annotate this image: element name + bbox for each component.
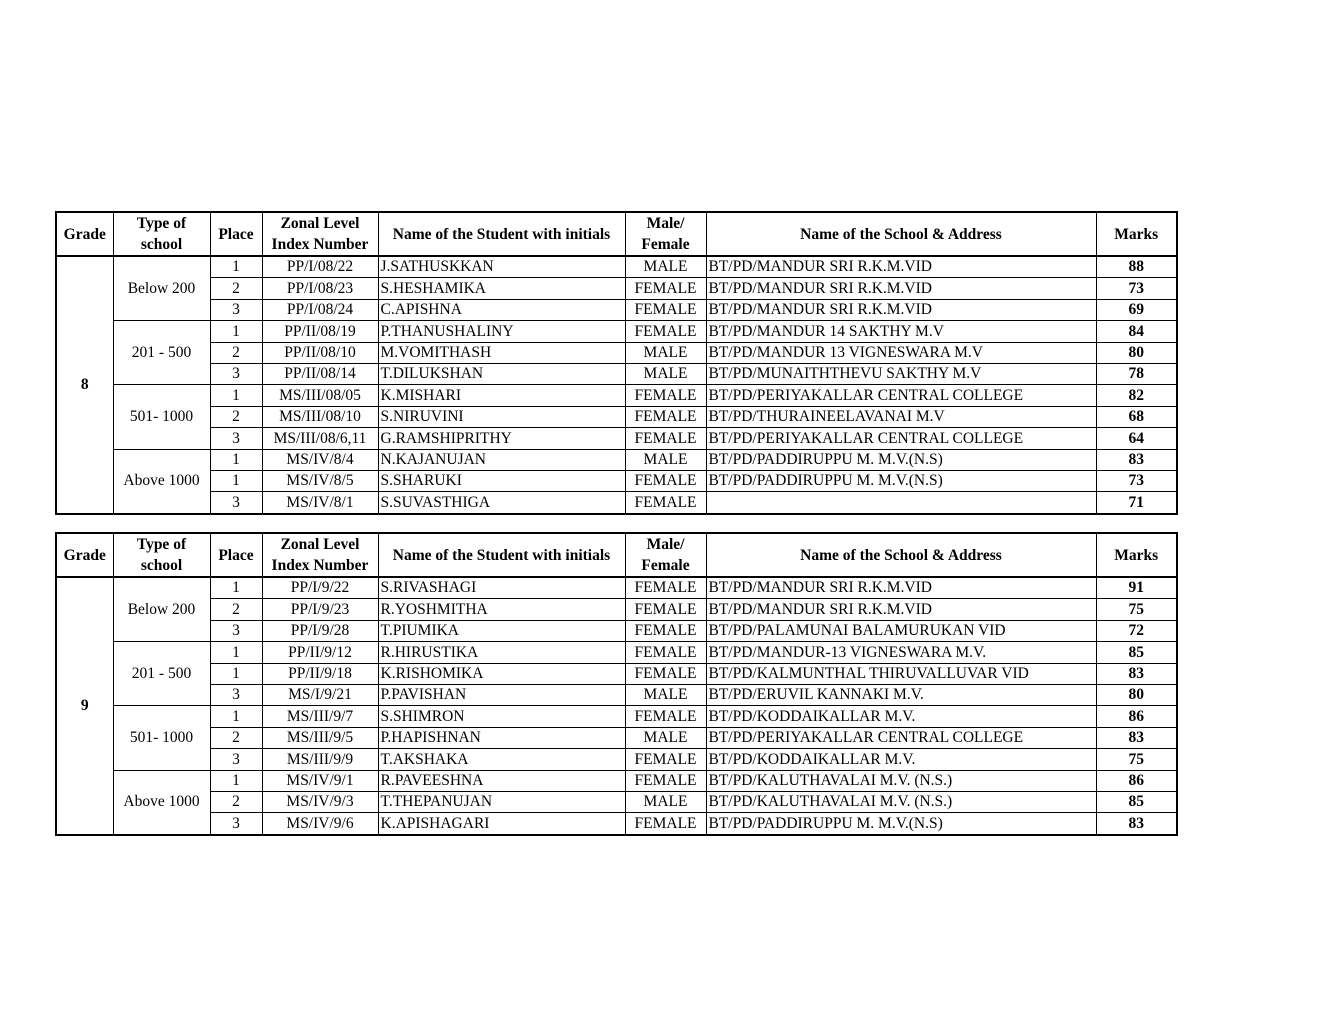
student-name-cell: P.PAVISHAN	[378, 684, 625, 705]
gender-cell: FEMALE	[625, 321, 706, 342]
school-type-cell: 501- 1000	[113, 385, 210, 449]
school-type-cell: Above 1000	[113, 449, 210, 514]
student-name-cell: R.HIRUSTIKA	[378, 642, 625, 663]
place-cell: 1	[210, 449, 262, 470]
index-number-cell: PP/I/9/23	[262, 599, 378, 620]
marks-cell: 84	[1096, 321, 1177, 342]
marks-cell: 83	[1096, 727, 1177, 748]
school-cell: BT/PD/THURAINEELAVANAI M.V	[706, 406, 1096, 427]
table-row	[56, 577, 1177, 599]
student-name-cell: K.MISHARI	[378, 385, 625, 406]
gender-cell: FEMALE	[625, 577, 706, 599]
school-cell: BT/PD/MANDUR SRI R.K.M.VID	[706, 256, 1096, 278]
gender-cell: FEMALE	[625, 663, 706, 684]
school-cell: BT/PD/KODDAIKALLAR M.V.	[706, 706, 1096, 727]
school-type-cell: 201 - 500	[113, 642, 210, 706]
place-cell: 1	[210, 642, 262, 663]
school-type-cell: 201 - 500	[113, 321, 210, 385]
school-cell: BT/PD/PADDIRUPPU M. M.V.(N.S)	[706, 813, 1096, 835]
student-name-cell: R.PAVEESHNA	[378, 770, 625, 791]
table-row	[56, 727, 1177, 748]
gender-cell: MALE	[625, 363, 706, 384]
grade-cell: 9	[56, 577, 113, 835]
place-cell: 1	[210, 706, 262, 727]
table-row	[56, 642, 1177, 663]
index-number-cell: PP/I/08/23	[262, 278, 378, 299]
marks-cell: 88	[1096, 256, 1177, 278]
student-name-header: Name of the Student with initials	[378, 212, 625, 256]
school-cell: BT/PD/PERIYAKALLAR CENTRAL COLLEGE	[706, 385, 1096, 406]
index-number-cell: MS/IV/8/1	[262, 492, 378, 514]
table-row	[56, 321, 1177, 342]
index-number-cell: PP/I/08/24	[262, 299, 378, 320]
gender-cell: FEMALE	[625, 385, 706, 406]
index-number-cell: MS/IV/9/1	[262, 770, 378, 791]
grade-header: Grade	[56, 533, 113, 577]
place-cell: 3	[210, 299, 262, 320]
header-row	[56, 212, 1177, 256]
student-name-cell: R.YOSHMITHA	[378, 599, 625, 620]
school-cell: BT/PD/PADDIRUPPU M. M.V.(N.S)	[706, 470, 1096, 491]
index-number-cell: PP/II/9/12	[262, 642, 378, 663]
school-cell	[706, 492, 1096, 514]
index-number-cell: MS/III/08/05	[262, 385, 378, 406]
school-type-cell: 501- 1000	[113, 706, 210, 770]
gender-cell: FEMALE	[625, 706, 706, 727]
index-number-cell: PP/II/08/19	[262, 321, 378, 342]
gender-cell: MALE	[625, 256, 706, 278]
marks-cell: 72	[1096, 620, 1177, 641]
school-type-cell: Below 200	[113, 256, 210, 321]
grade-header: Grade	[56, 212, 113, 256]
student-name-cell: T.THEPANUJAN	[378, 791, 625, 812]
school-header: Name of the School & Address	[706, 533, 1096, 577]
student-name-cell: S.SHIMRON	[378, 706, 625, 727]
marks-cell: 73	[1096, 470, 1177, 491]
index-number-cell: MS/III/9/7	[262, 706, 378, 727]
table-row	[56, 256, 1177, 278]
school-type-cell: Above 1000	[113, 770, 210, 835]
student-name-cell: C.APISHNA	[378, 299, 625, 320]
school-cell: BT/PD/ERUVIL KANNAKI M.V.	[706, 684, 1096, 705]
place-cell: 2	[210, 342, 262, 363]
place-cell: 2	[210, 278, 262, 299]
student-name-cell: T.DILUKSHAN	[378, 363, 625, 384]
student-name-cell: S.SUVASTHIGA	[378, 492, 625, 514]
school-cell: BT/PD/MANDUR 14 SAKTHY M.V	[706, 321, 1096, 342]
gender-header: Male/ Female	[625, 212, 706, 256]
table-row	[56, 492, 1177, 514]
school-cell: BT/PD/PALAMUNAI BALAMURUKAN VID	[706, 620, 1096, 641]
marks-cell: 71	[1096, 492, 1177, 514]
place-cell: 3	[210, 749, 262, 770]
index-number-header: Zonal Level Index Number	[262, 533, 378, 577]
table-row	[56, 599, 1177, 620]
marks-cell: 86	[1096, 770, 1177, 791]
school-cell: BT/PD/PADDIRUPPU M. M.V.(N.S)	[706, 449, 1096, 470]
index-number-cell: MS/III/9/5	[262, 727, 378, 748]
student-name-cell: S.SHARUKI	[378, 470, 625, 491]
index-number-cell: PP/II/08/10	[262, 342, 378, 363]
marks-cell: 75	[1096, 749, 1177, 770]
table-row	[56, 299, 1177, 320]
gender-cell: FEMALE	[625, 406, 706, 427]
student-name-cell: T.PIUMIKA	[378, 620, 625, 641]
gender-header: Male/ Female	[625, 533, 706, 577]
place-cell: 1	[210, 577, 262, 599]
marks-cell: 73	[1096, 278, 1177, 299]
school-cell: BT/PD/KODDAIKALLAR M.V.	[706, 749, 1096, 770]
place-header: Place	[210, 533, 262, 577]
index-number-cell: MS/IV/9/6	[262, 813, 378, 835]
student-name-cell: S.HESHAMIKA	[378, 278, 625, 299]
school-header: Name of the School & Address	[706, 212, 1096, 256]
place-cell: 1	[210, 256, 262, 278]
table-row	[56, 706, 1177, 727]
index-number-cell: PP/II/08/14	[262, 363, 378, 384]
marks-cell: 86	[1096, 706, 1177, 727]
marks-cell: 83	[1096, 449, 1177, 470]
table-row	[56, 770, 1177, 791]
school-cell: BT/PD/KALUTHAVALAI M.V. (N.S.)	[706, 791, 1096, 812]
place-cell: 1	[210, 385, 262, 406]
table-row	[56, 684, 1177, 705]
table-row	[56, 428, 1177, 449]
gender-cell: MALE	[625, 791, 706, 812]
index-number-cell: MS/IV/9/3	[262, 791, 378, 812]
table-row	[56, 342, 1177, 363]
marks-header: Marks	[1096, 212, 1177, 256]
school-cell: BT/PD/MANDUR-13 VIGNESWARA M.V.	[706, 642, 1096, 663]
table-row	[56, 449, 1177, 470]
grade-cell: 8	[56, 256, 113, 514]
student-name-cell: G.RAMSHIPRITHY	[378, 428, 625, 449]
type-of-school-header: Type of school	[113, 212, 210, 256]
marks-cell: 83	[1096, 813, 1177, 835]
student-name-cell: N.KAJANUJAN	[378, 449, 625, 470]
table-row	[56, 278, 1177, 299]
table-row	[56, 663, 1177, 684]
index-number-cell: PP/I/9/22	[262, 577, 378, 599]
grade-8-results-table	[55, 211, 1178, 515]
marks-cell: 80	[1096, 684, 1177, 705]
student-name-cell: P.THANUSHALINY	[378, 321, 625, 342]
index-number-cell: MS/III/9/9	[262, 749, 378, 770]
table-row	[56, 470, 1177, 491]
school-cell: BT/PD/PERIYAKALLAR CENTRAL COLLEGE	[706, 428, 1096, 449]
marks-cell: 80	[1096, 342, 1177, 363]
index-number-cell: MS/IV/8/4	[262, 449, 378, 470]
student-name-cell: T.AKSHAKA	[378, 749, 625, 770]
table-row	[56, 406, 1177, 427]
student-name-cell: J.SATHUSKKAN	[378, 256, 625, 278]
gender-cell: MALE	[625, 684, 706, 705]
school-cell: BT/PD/KALUTHAVALAI M.V. (N.S.)	[706, 770, 1096, 791]
place-cell: 2	[210, 727, 262, 748]
school-cell: BT/PD/MANDUR SRI R.K.M.VID	[706, 599, 1096, 620]
student-name-cell: S.NIRUVINI	[378, 406, 625, 427]
school-cell: BT/PD/MANDUR SRI R.K.M.VID	[706, 299, 1096, 320]
place-cell: 2	[210, 406, 262, 427]
index-number-cell: MS/I/9/21	[262, 684, 378, 705]
table-row	[56, 385, 1177, 406]
gender-cell: FEMALE	[625, 642, 706, 663]
place-cell: 3	[210, 684, 262, 705]
marks-cell: 83	[1096, 663, 1177, 684]
place-cell: 3	[210, 492, 262, 514]
school-cell: BT/PD/MANDUR 13 VIGNESWARA M.V	[706, 342, 1096, 363]
place-cell: 3	[210, 620, 262, 641]
marks-cell: 68	[1096, 406, 1177, 427]
place-cell: 2	[210, 791, 262, 812]
school-type-cell: Below 200	[113, 577, 210, 642]
marks-cell: 75	[1096, 599, 1177, 620]
student-name-cell: S.RIVASHAGI	[378, 577, 625, 599]
gender-cell: MALE	[625, 342, 706, 363]
school-cell: BT/PD/MANDUR SRI R.K.M.VID	[706, 577, 1096, 599]
place-cell: 1	[210, 663, 262, 684]
marks-cell: 91	[1096, 577, 1177, 599]
index-number-cell: PP/I/08/22	[262, 256, 378, 278]
marks-header: Marks	[1096, 533, 1177, 577]
school-cell: BT/PD/MANDUR SRI R.K.M.VID	[706, 278, 1096, 299]
school-cell: BT/PD/MUNAITHTHEVU SAKTHY M.V	[706, 363, 1096, 384]
table-row	[56, 813, 1177, 835]
table-row	[56, 363, 1177, 384]
place-cell: 2	[210, 599, 262, 620]
place-cell: 3	[210, 428, 262, 449]
student-name-cell: K.RISHOMIKA	[378, 663, 625, 684]
table-row	[56, 620, 1177, 641]
place-cell: 1	[210, 470, 262, 491]
gender-cell: FEMALE	[625, 299, 706, 320]
gender-cell: FEMALE	[625, 428, 706, 449]
gender-cell: FEMALE	[625, 278, 706, 299]
gender-cell: FEMALE	[625, 470, 706, 491]
index-number-header: Zonal Level Index Number	[262, 212, 378, 256]
place-cell: 3	[210, 813, 262, 835]
marks-cell: 69	[1096, 299, 1177, 320]
gender-cell: FEMALE	[625, 620, 706, 641]
school-cell: BT/PD/PERIYAKALLAR CENTRAL COLLEGE	[706, 727, 1096, 748]
index-number-cell: MS/IV/8/5	[262, 470, 378, 491]
place-cell: 1	[210, 770, 262, 791]
index-number-cell: MS/III/08/10	[262, 406, 378, 427]
header-row	[56, 533, 1177, 577]
student-name-cell: P.HAPISHNAN	[378, 727, 625, 748]
gender-cell: MALE	[625, 727, 706, 748]
student-name-cell: K.APISHAGARI	[378, 813, 625, 835]
student-name-cell: M.VOMITHASH	[378, 342, 625, 363]
place-header: Place	[210, 212, 262, 256]
marks-cell: 64	[1096, 428, 1177, 449]
place-cell: 1	[210, 321, 262, 342]
marks-cell: 85	[1096, 791, 1177, 812]
index-number-cell: PP/I/9/28	[262, 620, 378, 641]
gender-cell: FEMALE	[625, 813, 706, 835]
marks-cell: 82	[1096, 385, 1177, 406]
marks-cell: 85	[1096, 642, 1177, 663]
type-of-school-header: Type of school	[113, 533, 210, 577]
gender-cell: MALE	[625, 449, 706, 470]
table-row	[56, 791, 1177, 812]
table-row	[56, 749, 1177, 770]
grade-9-results-table	[55, 532, 1178, 836]
school-cell: BT/PD/KALMUNTHAL THIRUVALLUVAR VID	[706, 663, 1096, 684]
index-number-cell: PP/II/9/18	[262, 663, 378, 684]
place-cell: 3	[210, 363, 262, 384]
index-number-cell: MS/III/08/6,11	[262, 428, 378, 449]
student-name-header: Name of the Student with initials	[378, 533, 625, 577]
marks-cell: 78	[1096, 363, 1177, 384]
gender-cell: FEMALE	[625, 770, 706, 791]
gender-cell: FEMALE	[625, 492, 706, 514]
gender-cell: FEMALE	[625, 749, 706, 770]
gender-cell: FEMALE	[625, 599, 706, 620]
